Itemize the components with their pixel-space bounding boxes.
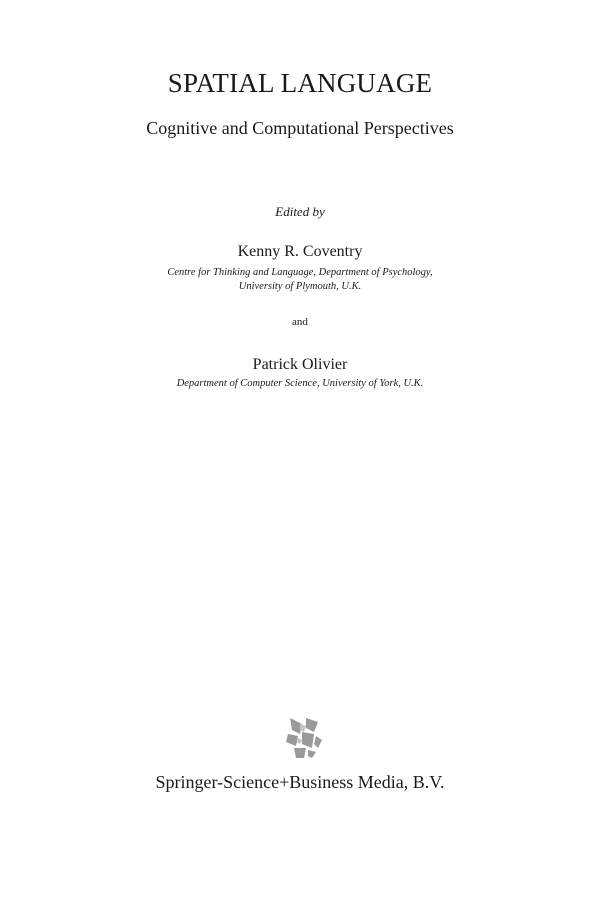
book-subtitle: Cognitive and Computational Perspectives bbox=[146, 118, 454, 138]
editor-name: Patrick Olivier bbox=[252, 356, 348, 373]
editor-name: Kenny R. Coventry bbox=[237, 243, 363, 260]
editors-conjunction: and bbox=[292, 316, 308, 328]
book-title: SPATIAL LANGUAGE bbox=[167, 68, 433, 98]
edited-by-label: Edited by bbox=[275, 204, 325, 219]
publisher-name: Springer-Science+Business Media, B.V. bbox=[155, 772, 445, 792]
editor-affiliation: Department of Computer Science, University of York, U.K. bbox=[176, 378, 424, 389]
editor-affiliation: University of Plymouth, U.K. bbox=[238, 281, 362, 292]
editor-affiliation: Centre for Thinking and Language, Department of Psychology, bbox=[167, 267, 433, 278]
springer-chess-knight-icon bbox=[284, 714, 324, 760]
